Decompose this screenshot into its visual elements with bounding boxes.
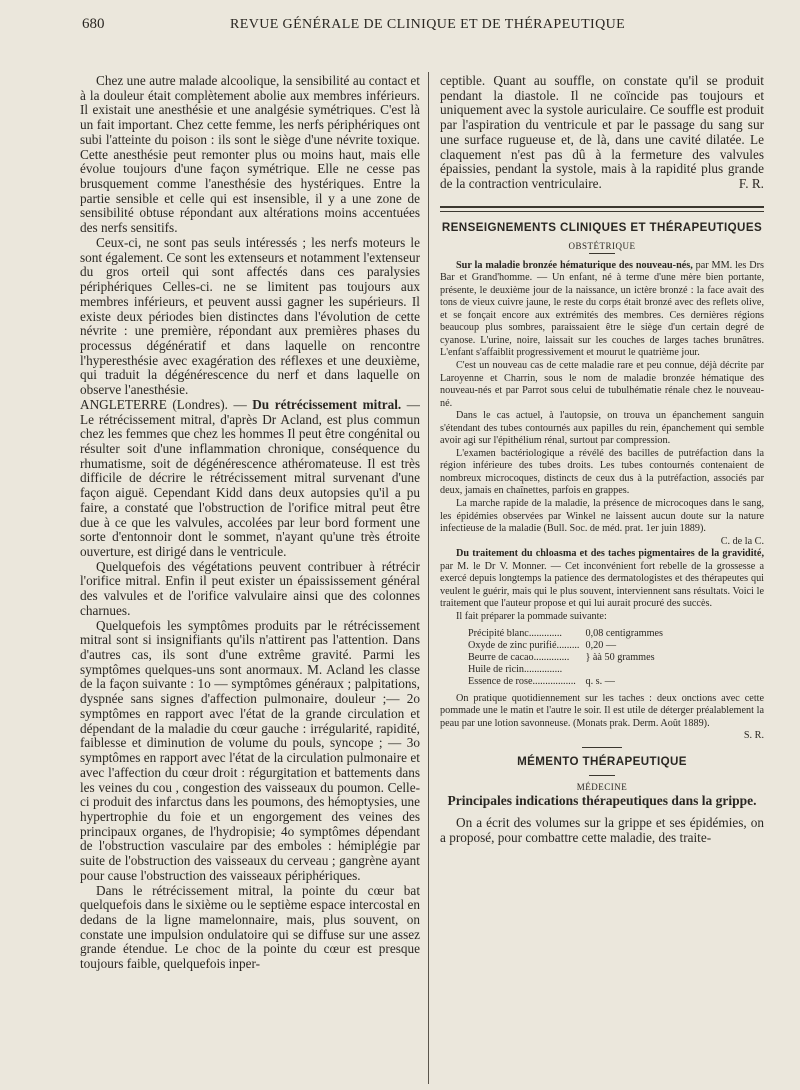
article-paragraph [80, 398, 420, 560]
article-title: Du traitement du chloasma et des taches pigmentaires de la gravidité, [456, 548, 764, 560]
article-heading: Principales indications thérapeutiques dans la grippe. [447, 792, 757, 808]
paragraph: Dans le cas actuel, à l'autopsie, on trouva un épanchement sanguin s'étendant des tubes contournés aux papilles du rein, épanchement qui semble avoir agi sur l'épithélium rénal, surtout par compression. [440, 410, 764, 447]
separator [589, 253, 615, 254]
ingredient-qty: 0,08 centigrammes [585, 627, 663, 639]
paragraph: L'examen bactériologique a révélé des bacilles de putréfaction dans la région inférieure des tubes droits. Les tubes contournés contenaient de nombreux microcoques, distincts de ceux dus à la putréfaction, associés par deux, jamais en chaînettes, parfois en grappes. [440, 447, 764, 497]
left-column [80, 74, 420, 1084]
paragraph: On a écrit des volumes sur la grippe et ses épidémies, on a proposé, pour combattre cette maladie, des traite- [440, 814, 764, 845]
prescription-row [468, 676, 669, 688]
article-title: Sur la maladie bronzée hématurique des nouveau-nés, [456, 259, 693, 271]
prescription-row [468, 640, 669, 652]
section-heading: MÉMENTO THÉRAPEUTIQUE [517, 754, 687, 768]
article-place: ANGLETERRE (Londres). — [80, 396, 247, 412]
article-paragraph [440, 548, 764, 611]
separator [582, 747, 622, 748]
column-divider [428, 72, 429, 1084]
paragraph: C'est un nouveau cas de cette maladie rare et peu connue, déjà décrite par Laroyenne et Charrin, sous le nom de maladie bronzée hématique des nouveau-nés et par Parrot sous celui de tubulhématie rénale chez le nouveau-né. [440, 360, 764, 409]
paragraph: Dans le rétrécissement mitral, la pointe du cœur bat quelquefois dans le sixième ou le septième espace intercostal en dedans de la ligne mamelonnaire, mais, plus souvent, on constate une impulsion ondulatoire qui se diffuse sur une assez grande étendue. Le choc de la pointe du cœur est presque toujours faible, quelquefois inper- [80, 882, 420, 972]
article-title: Du rétrécissement mitral. [252, 396, 402, 412]
prescription-table [468, 628, 669, 689]
article-text: — Le rétrécissement mitral, d'après Dr Acland, est plus commun chez les femmes que chez les hommes Il peut être congénital ou résulter soit d'une inflammation chronique, conséquence du rhumatisme, soit de dégénérescence athéromateuse. Il est très difficile de décrire le rétrécissement mitral survenant d'une façon aiguë. Cependant Kidd dans deux autopsies qu'il a pu faire, a constaté que l'obstruction de l'orifice mitral peut être due à ce que les valvules, accolées par leur bord forment une sorte d'entonnoir dont le sommet, n'ayant qu'une très étroite ouverture, est dirigé dans le ventricule. [80, 396, 420, 559]
section-rule [440, 206, 764, 212]
ingredient-name: Oxyde de zinc purifié......... [468, 639, 580, 651]
article-text: par MM. les Drs Bar et Grand'homme. — Un enfant, né à terme d'une mère bien portante, présente, le deuxième jour de la naissance, un ictère bronzé : la face avait des tons de vieux cuivre jaune, le reste du corps était bronzé avec des reflets olive, et se fonçait encore aux extrémités des membres. Ces dernières régions beaucoup plus sombres, paraissaient être le siège d'un certain degré de cyanose. L'urine, noire, laissait sur les couches de larges taches brunâtres. L'enfant s'affaiblit progressivement et mourut le quatrième jour. [440, 259, 764, 359]
paragraph: Chez une autre malade alcoolique, la sensibilité au contact et à la douleur était complètement abolie aux membres inférieurs. Il existait une anesthésie et une analgésie symétriques. C'est là un fait important. Chez cette femme, les nerfs périphériques ont subi l'atteinte du poison : ils sont le siège d'une névrite toxique. Cette anesthésie peut remonter plus ou moins haut, mais elle évolue toujours d'une façon symétrique. Elle ne cesse pas brusquement comme l'anesthésie des hystériques. Entre la partie sensible et celle qui est insensible, il y a une zone de sensibilité obtuse répondant aux altérations moins accentuées des nerfs sensitifs. [80, 74, 420, 236]
separator [589, 775, 615, 776]
ingredient-name: Essence de rose................. [468, 676, 576, 688]
prescription-row [468, 652, 669, 664]
paragraph: On pratique quotidiennement sur les taches : deux onctions avec cette pommade une le matin et l'autre le soir. Il est utile de déterger préalablement la peau par une lotion savonneuse. (Monats prak. Derm. Août 1889). [440, 692, 764, 729]
paragraph: Quelquefois des végétations peuvent contribuer à rétrécir l'orifice mitral. Enfin il peut exister un épaississement général des valvules et de l'orifice valvulaire ainsi que des colonnes charnues. [80, 558, 420, 618]
paragraph: Il fait préparer la pommade suivante: [456, 610, 607, 622]
prescription-row [468, 628, 669, 640]
ingredient-name: Précipité blanc............. [468, 627, 562, 639]
subsection-label: OBSTÉTRIQUE [568, 240, 636, 251]
paragraph [440, 74, 764, 192]
signature: C. de la C. [720, 535, 764, 547]
page-header [70, 16, 740, 38]
page-number: 680 [82, 16, 105, 32]
paragraph-text: ceptible. Quant au souffle, on constate qu'il se produit pendant la diastole. Il ne coïncide pas toujours et uniquement avec la systole auriculaire. Ce souffle est produit par l'aspiration du ventricule et par le passage du sang sur une surface rugueuse et, de là, dans une cavité dilatée. Le claquement n'est pas dû à la fermeture des valvules épaissies, pendant la systole, mais à la rapidité plus grande de la contraction ventriculaire. [440, 74, 764, 192]
running-title: REVUE GÉNÉRALE DE CLINIQUE ET DE THÉRAPEUTIQUE [230, 17, 626, 32]
ingredient-qty: 0,20 — [585, 639, 617, 651]
ingredient-qty [585, 664, 669, 676]
prescription-row [468, 664, 669, 676]
ingredient-qty: q. s. — [585, 676, 615, 688]
ingredient-name: Huile de ricin............... [468, 664, 563, 676]
ingredient-name: Beurre de cacao.............. [468, 651, 570, 663]
article-text: par M. le Dr V. Monner. — Cet inconvénient fort rebelle de la grossesse a exercé depuis longtemps la patience des dermatologistes et des thérapeutes qui veulent le guérir, mais qui le plus souvent, interviennent sans résultats. Voici le traitement que l'auteur propose et qui lui aurait procuré des succès. [440, 560, 764, 610]
signature: F. R. [738, 176, 764, 192]
paragraph: Ceux-ci, ne sont pas seuls intéressés ; les nerfs moteurs le sont également. Ce sont les extenseurs et notamment l'extenseur du gros orteil qui sont affectés dans ces paralysies périphériques Celles-ci. ne se limitent pas toujours aux membres inférieurs, et peuvent aussi gagner les supérieurs. Il existe deux périodes bien distinctes dans l'évolution de cette névrite : une première, répondant aux premières phases du processus dégénératif et dans laquelle on rencontre l'hyperesthésie avec exagération des réflexes et une deuxième, qui traduit la dégénérescence du nerf et dans laquelle on observe l'anesthésie. [80, 234, 420, 398]
section-heading: RENSEIGNEMENTS CLINIQUES ET THÉRAPEUTIQUES [441, 220, 763, 234]
signature: S. R. [743, 730, 764, 742]
subsection-label: MÉDECINE [576, 781, 628, 792]
paragraph: La marche rapide de la maladie, la présence de microcoques dans le sang, les épidémies observées par Winkel ne laissent aucun doute sur la nature infectieuse de la maladie (Bull. Soc. de méd. prat. 1er juin 1889). [440, 498, 764, 535]
right-column [440, 74, 764, 1084]
article-paragraph [440, 260, 764, 360]
paragraph: Quelquefois les symptômes produits par le rétrécissement mitral sont si insignifiants qu'ils n'attirent pas l'attention. Dans d'autres cas, ils sont d'une extrême gravité. Parmi les symptômes quelques-uns sont anormaux. M. Acland les classe de la façon suivante : 1o — symptômes généraux ; palpitations, dyspnée sans signes d'affection pulmonaire, douleur ;— 2o symptômes en rapport avec l'état de la grande circulation et dépendant de la maladie du cœur gauche : irrégularité, rapidité, faiblesse et diminution de volume du pouls, syncope ; — 3o symptômes en rapport avec l'état de la circulation pulmonaire et avec l'affection du cœur droit : régurgitation et battements dans les veines du cou , congestion des vaisseaux du poumon. Celle-ci produit des infarctus dans les poumons, des hémoptysies, une hypertrophie du foie et un engorgement des veines des principaux organes, de l'hydropisie; 4o symptômes dépendant de l'obstruction vasculaire par des emboles : hémiplégie par suite de l'obstruction des vaisseaux du cerveau ; gangrène ayant pour cause l'obstruction des vaisseaux périphériques. [80, 617, 420, 883]
ingredient-qty: } àà 50 grammes [585, 651, 655, 663]
